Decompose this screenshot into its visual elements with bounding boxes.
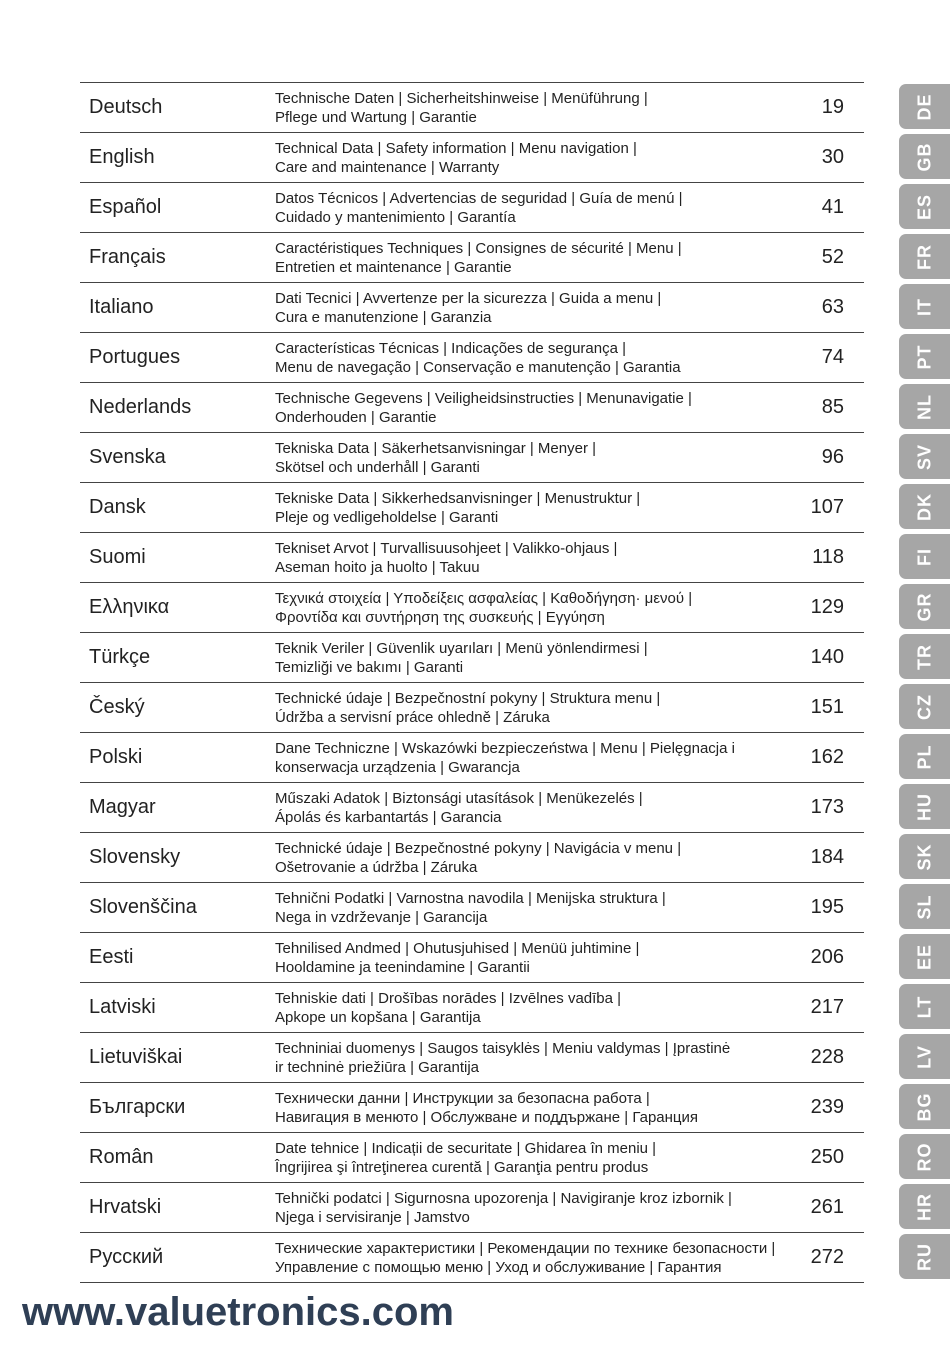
section-description xyxy=(275,1239,795,1277)
language-tab xyxy=(899,984,950,1029)
language-tab-label: HU xyxy=(914,792,934,821)
section-description-line-2: Njega i servisiranje | Jamstvo xyxy=(275,1209,470,1226)
toc-row xyxy=(80,483,864,533)
language-tab-label: SK xyxy=(914,842,934,871)
section-description xyxy=(275,739,795,777)
language-tab-label: LT xyxy=(914,995,934,1018)
language-tab-label: BG xyxy=(914,1092,934,1121)
language-tab xyxy=(899,484,950,529)
language-name: Русский xyxy=(89,1246,164,1268)
language-tab-label: DE xyxy=(914,92,934,121)
language-name: Italiano xyxy=(89,296,154,318)
language-tab xyxy=(899,834,950,879)
section-description-line-2: ir techninė priežiūra | Garantija xyxy=(275,1059,479,1076)
toc-row xyxy=(80,83,864,133)
language-name: Magyar xyxy=(89,796,156,818)
toc-row xyxy=(80,983,864,1033)
toc-row xyxy=(80,383,864,433)
language-tab-label: GR xyxy=(914,592,934,621)
language-name: Svenska xyxy=(89,446,166,468)
language-tab-label: RU xyxy=(914,1242,934,1271)
language-tab-label: LV xyxy=(914,1044,934,1069)
section-description-line-2: Pleje og vedligeholdelse | Garanti xyxy=(275,509,499,526)
language-tab-label: PL xyxy=(914,743,934,770)
section-description xyxy=(275,589,795,627)
language-tab-label: PT xyxy=(914,343,934,370)
language-tab xyxy=(899,384,950,429)
language-tab-label: HR xyxy=(914,1192,934,1221)
page-number: 30 xyxy=(821,146,844,168)
section-description-line-1: Technické údaje | Bezpečnostné pokyny | Navigácia v menu | xyxy=(275,840,682,857)
language-tab xyxy=(899,684,950,729)
page-number: 85 xyxy=(821,396,844,418)
section-description-line-1: Características Técnicas | Indicações de segurança | xyxy=(275,340,627,357)
section-description-line-1: Технически данни | Инструкции за безопасна работа | xyxy=(275,1090,650,1107)
section-description-line-2: Onderhouden | Garantie xyxy=(275,409,437,426)
page-number: 206 xyxy=(810,946,844,968)
toc-row xyxy=(80,1133,864,1183)
language-tab-label: ES xyxy=(914,193,934,220)
section-description xyxy=(275,1189,795,1227)
section-description-line-1: Technical Data | Safety information | Menu navigation | xyxy=(275,140,637,157)
language-tab xyxy=(899,1184,950,1229)
page-number: 107 xyxy=(810,496,844,518)
language-tab xyxy=(899,334,950,379)
section-description-line-1: Műszaki Adatok | Biztonsági utasítások | Menükezelés | xyxy=(275,790,643,807)
toc-row xyxy=(80,1083,864,1133)
section-description-line-2: Ápolás és karbantartás | Garancia xyxy=(275,809,502,826)
language-name: Suomi xyxy=(89,546,146,568)
section-description xyxy=(275,839,795,877)
page-number: 19 xyxy=(821,96,844,118)
toc-row xyxy=(80,533,864,583)
language-tab xyxy=(899,1034,950,1079)
page-number: 228 xyxy=(810,1046,844,1068)
language-tab-label: FR xyxy=(914,243,934,270)
language-tab xyxy=(899,234,950,279)
language-name: Slovenščina xyxy=(89,896,197,918)
language-tab-label: CZ xyxy=(914,693,934,720)
language-tab xyxy=(899,134,950,179)
toc-row xyxy=(80,1183,864,1233)
section-description-line-2: Ošetrovanie a údržba | Záruka xyxy=(275,859,478,876)
language-name: Român xyxy=(89,1146,154,1168)
language-tab xyxy=(899,784,950,829)
language-tab xyxy=(899,884,950,929)
language-name: Český xyxy=(89,696,145,718)
page-number: 261 xyxy=(810,1196,844,1218)
language-name: Latviski xyxy=(89,996,156,1018)
section-description-line-2: Îngrijirea şi întreţinerea curentă | Garanţia pentru produs xyxy=(275,1159,649,1176)
language-name: Lietuviškai xyxy=(89,1046,183,1068)
section-description xyxy=(275,389,795,427)
section-description-line-1: Tehnični Podatki | Varnostna navodila | Menijska struktura | xyxy=(275,890,666,907)
section-description xyxy=(275,639,795,677)
language-tab xyxy=(899,434,950,479)
language-tab xyxy=(899,534,950,579)
table-of-contents xyxy=(80,82,864,1283)
language-name: Dansk xyxy=(89,496,146,518)
section-description-line-1: Teknik Veriler | Güvenlik uyarıları | Menü yönlendirmesi | xyxy=(275,640,648,657)
section-description-line-1: Technické údaje | Bezpečnostní pokyny | Struktura menu | xyxy=(275,690,661,707)
page-number: 151 xyxy=(810,696,844,718)
section-description-line-1: Caractéristiques Techniques | Consignes de sécurité | Menu | xyxy=(275,240,682,257)
language-tab xyxy=(899,1084,950,1129)
section-description-line-2: Care and maintenance | Warranty xyxy=(275,159,500,176)
section-description-line-1: Datos Técnicos | Advertencias de seguridad | Guía de menú | xyxy=(275,190,683,207)
section-description-line-2: Temizliği ve bakımı | Garanti xyxy=(275,659,464,676)
page-number: 250 xyxy=(810,1146,844,1168)
language-tab-label: DK xyxy=(914,492,934,521)
section-description-line-1: Tekniset Arvot | Turvallisuusohjeet | Valikko-ohjaus | xyxy=(275,540,618,557)
language-tab xyxy=(899,284,950,329)
language-name: Български xyxy=(89,1096,186,1118)
section-description-line-2: Skötsel och underhåll | Garanti xyxy=(275,459,480,476)
page-number: 52 xyxy=(821,246,844,268)
page-number: 118 xyxy=(812,546,844,568)
toc-row xyxy=(80,1233,864,1283)
section-description xyxy=(275,289,795,327)
page-number: 41 xyxy=(821,196,844,218)
section-description xyxy=(275,239,795,277)
section-description-line-2: Навигация в менюто | Обслужване и поддържане | Гаранция xyxy=(275,1109,699,1126)
language-tab xyxy=(899,184,950,229)
toc-row xyxy=(80,783,864,833)
language-name: Deutsch xyxy=(89,96,163,118)
section-description-line-1: Dane Techniczne | Wskazówki bezpieczeństwa | Menu | Pielęgnacja i xyxy=(275,740,735,757)
section-description-line-1: Τεχνικά στοιχεία | Υποδείξεις ασφαλείας | Καθοδήγηση· μενού | xyxy=(275,590,693,607)
page-number: 63 xyxy=(821,296,844,318)
section-description-line-2: Cura e manutenzione | Garanzia xyxy=(275,309,492,326)
section-description-line-1: Технические характеристики | Рекомендации по технике безопасности | xyxy=(275,1240,776,1257)
page-number: 173 xyxy=(810,796,844,818)
language-tab-label: GB xyxy=(914,142,934,171)
language-tab-label: SV xyxy=(914,443,934,470)
toc-row xyxy=(80,333,864,383)
section-description-line-2: Údržba a servisní práce ohledně | Záruka xyxy=(275,709,550,726)
language-tab xyxy=(899,634,950,679)
section-description xyxy=(275,89,795,127)
section-description xyxy=(275,1039,795,1077)
language-name: English xyxy=(89,146,155,168)
section-description-line-1: Technische Daten | Sicherheitshinweise | Menüführung | xyxy=(275,90,648,107)
section-description-line-2: konserwacja urządzenia | Gwarancja xyxy=(275,759,520,776)
section-description-line-2: Aseman hoito ja huolto | Takuu xyxy=(275,559,480,576)
language-tab-label: NL xyxy=(914,393,934,420)
section-description xyxy=(275,939,795,977)
toc-row xyxy=(80,233,864,283)
language-name: Français xyxy=(89,246,166,268)
section-description-line-2: Hooldamine ja teenindamine | Garantii xyxy=(275,959,530,976)
toc-row xyxy=(80,1033,864,1083)
toc-row xyxy=(80,583,864,633)
page-number: 129 xyxy=(810,596,844,618)
language-tab xyxy=(899,934,950,979)
page-number: 272 xyxy=(810,1246,844,1268)
toc-row xyxy=(80,133,864,183)
toc-row xyxy=(80,733,864,783)
section-description xyxy=(275,139,795,177)
toc-row xyxy=(80,183,864,233)
section-description xyxy=(275,989,795,1027)
toc-row xyxy=(80,833,864,883)
language-name: Nederlands xyxy=(89,396,192,418)
language-tab-label: SL xyxy=(914,893,934,920)
section-description-line-1: Tekniske Data | Sikkerhedsanvisninger | Menustruktur | xyxy=(275,490,641,507)
language-name: Ελληνικα xyxy=(89,596,170,618)
page-number: 96 xyxy=(821,446,844,468)
language-name: Eesti xyxy=(89,946,134,968)
section-description-line-1: Dati Tecnici | Avvertenze per la sicurezza | Guida a menu | xyxy=(275,290,662,307)
language-name: Polski xyxy=(89,746,143,768)
footer-website-url: www.valuetronics.com xyxy=(22,1290,454,1334)
section-description xyxy=(275,689,795,727)
section-description-line-2: Nega in vzdrževanje | Garancija xyxy=(275,909,488,926)
section-description-line-1: Techniniai duomenys | Saugos taisyklės | Meniu valdymas | Įprastinė xyxy=(275,1040,731,1057)
language-tab-label: TR xyxy=(914,643,934,670)
toc-row xyxy=(80,683,864,733)
language-tab-label: EE xyxy=(914,943,934,970)
language-tab xyxy=(899,734,950,779)
language-tab-label: IT xyxy=(914,297,934,316)
section-description xyxy=(275,1139,795,1177)
language-name: Español xyxy=(89,196,162,218)
section-description-line-1: Tekniska Data | Säkerhetsanvisningar | Menyer | xyxy=(275,440,597,457)
page-number: 162 xyxy=(810,746,844,768)
language-name: Portugues xyxy=(89,346,181,368)
page-number: 74 xyxy=(821,346,844,368)
section-description xyxy=(275,339,795,377)
toc-row xyxy=(80,883,864,933)
section-description xyxy=(275,1089,795,1127)
language-tab-label: RO xyxy=(914,1142,934,1171)
page-number: 184 xyxy=(810,846,844,868)
page-number: 140 xyxy=(810,646,844,668)
language-tab xyxy=(899,1134,950,1179)
page-number: 217 xyxy=(810,996,844,1018)
section-description-line-2: Entretien et maintenance | Garantie xyxy=(275,259,512,276)
section-description-line-1: Technische Gegevens | Veiligheidsinstructies | Menunavigatie | xyxy=(275,390,692,407)
section-description xyxy=(275,539,795,577)
section-description xyxy=(275,189,795,227)
section-description-line-1: Tehnički podatci | Sigurnosna upozorenja | Navigiranje kroz izbornik | xyxy=(275,1190,732,1207)
page-number: 239 xyxy=(810,1096,844,1118)
toc-row xyxy=(80,283,864,333)
section-description xyxy=(275,439,795,477)
toc-row xyxy=(80,633,864,683)
section-description-line-1: Date tehnice | Indicații de securitate | Ghidarea în meniu | xyxy=(275,1140,657,1157)
section-description-line-2: Apkope un kopšana | Garantija xyxy=(275,1009,481,1026)
language-tab xyxy=(899,84,950,129)
language-tab xyxy=(899,584,950,629)
language-name: Slovensky xyxy=(89,846,181,868)
section-description-line-2: Pflege und Wartung | Garantie xyxy=(275,109,477,126)
section-description xyxy=(275,489,795,527)
section-description-line-2: Управление с помощью меню | Уход и обслуживание | Гарантия xyxy=(275,1259,722,1276)
page-number: 195 xyxy=(810,896,844,918)
language-tab xyxy=(899,1234,950,1279)
section-description xyxy=(275,789,795,827)
section-description-line-2: Φροντίδα και συντήρηση της συσκευής | Εγγύηση xyxy=(275,609,605,626)
section-description-line-2: Cuidado y mantenimiento | Garantía xyxy=(275,209,516,226)
toc-row xyxy=(80,433,864,483)
section-description-line-2: Menu de navegação | Conservação e manutenção | Garantia xyxy=(275,359,681,376)
language-name: Hrvatski xyxy=(89,1196,162,1218)
toc-row xyxy=(80,933,864,983)
language-tab-label: FI xyxy=(914,547,934,566)
section-description-line-1: Tehniskie dati | Drošības norādes | Izvēlnes vadība | xyxy=(275,990,622,1007)
section-description-line-1: Tehnilised Andmed | Ohutusjuhised | Menüü juhtimine | xyxy=(275,940,640,957)
section-description xyxy=(275,889,795,927)
language-name: Türkçe xyxy=(89,646,151,668)
